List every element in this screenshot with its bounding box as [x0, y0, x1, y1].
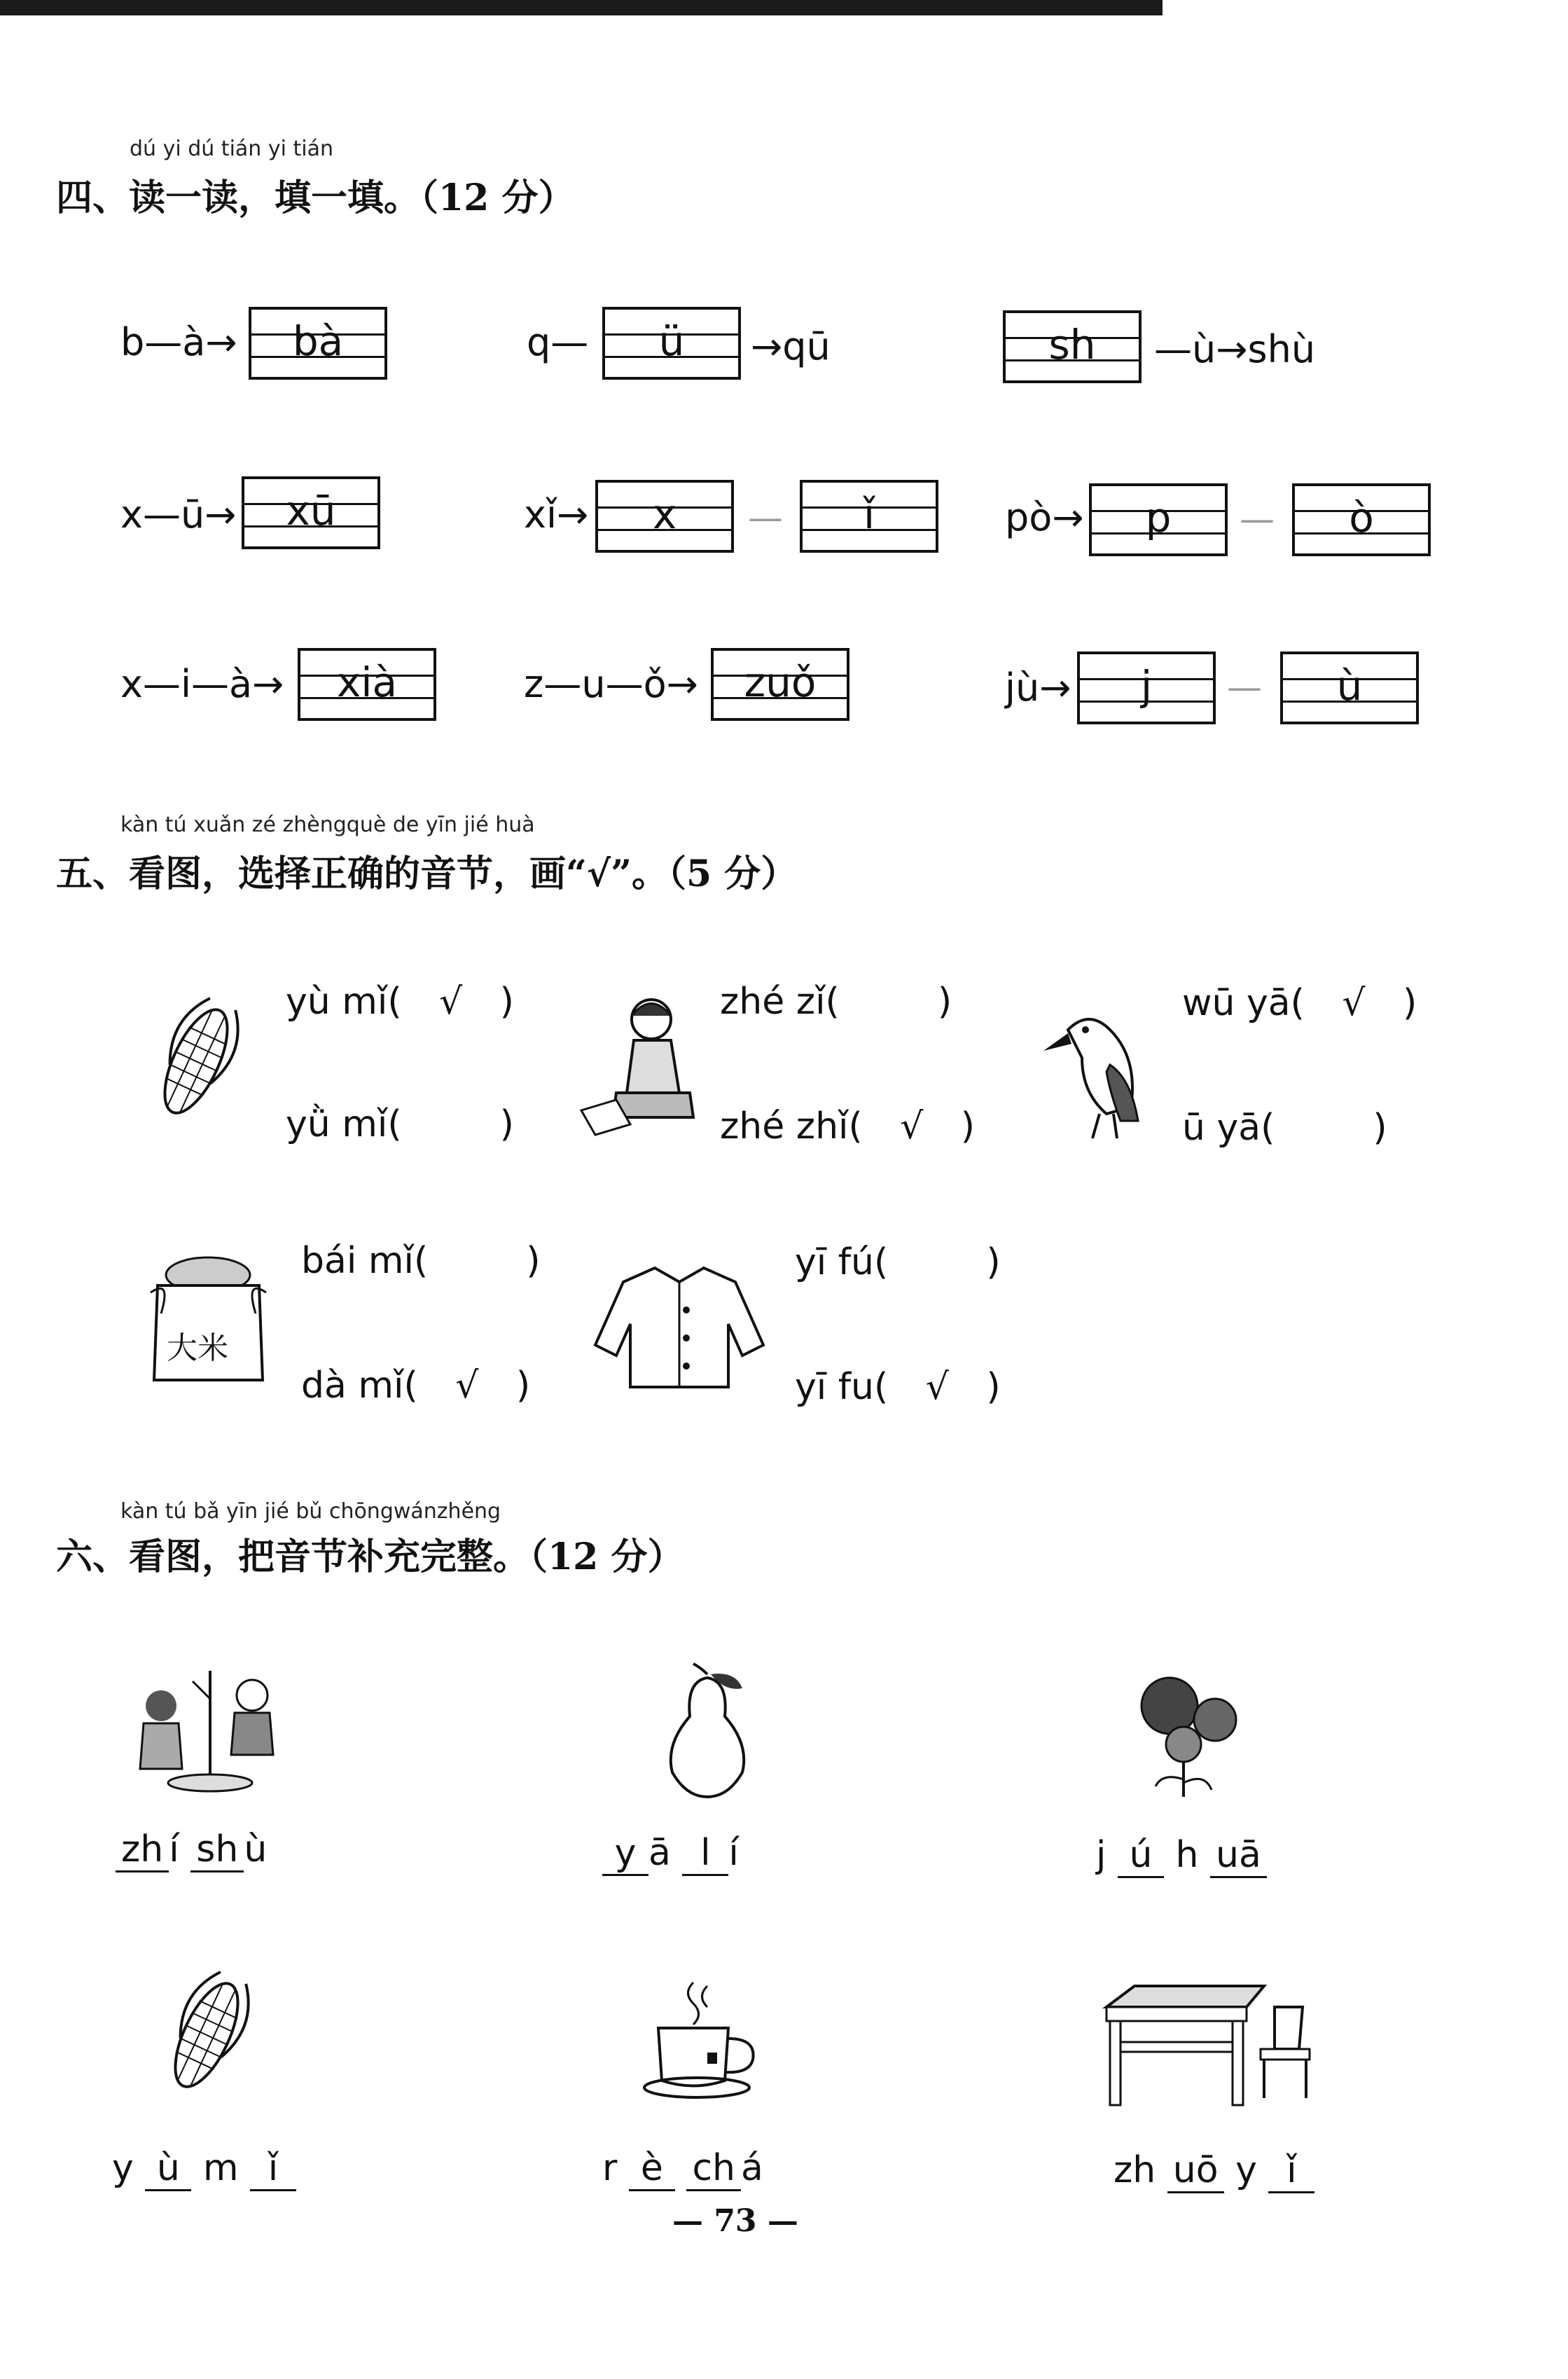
option-text: bái mǐ	[301, 1240, 414, 1282]
sec4-r2-c3-answer-box-2[interactable]: ò	[1292, 483, 1431, 556]
sec6-item1-syllables	[116, 1828, 267, 1873]
sec4-r1-c2-post: →qū	[751, 324, 831, 368]
sec6-item2-syllables	[602, 1832, 739, 1876]
option-text: ū yā	[1182, 1107, 1261, 1149]
sec4-r2-c3-pre: pò→	[1005, 495, 1084, 539]
planting-tree-icon	[123, 1664, 291, 1797]
sec5-item5-option-a[interactable]: yī fú( )	[795, 1241, 1001, 1283]
syllable-text	[675, 2147, 687, 2189]
sec5-item1-option-a[interactable]: yù mǐ( √ )	[286, 981, 514, 1023]
check-mark: √	[925, 1366, 949, 1408]
sec5-title: 五、看图，选择正确的音节，画“√”。（5 分）	[56, 853, 798, 895]
answer-blank[interactable]: sh	[190, 1828, 244, 1873]
sec4-r2-c3-answer-box-1[interactable]: p	[1089, 483, 1228, 556]
sec4-r1-c2-answer-box[interactable]: ü	[602, 307, 741, 380]
check-mark: √	[455, 1365, 479, 1407]
sec4-r3-c3-answer-box-2[interactable]: ù	[1280, 651, 1419, 724]
dash: —	[1227, 667, 1262, 708]
answer-blank[interactable]: ú	[1118, 1834, 1164, 1878]
corn-icon	[151, 1965, 263, 2105]
sec6-title: 六、看图，把音节补充完整。（12 分）	[56, 1536, 684, 1578]
check-mark: √	[1342, 982, 1366, 1024]
answer-blank[interactable]: ch	[686, 2147, 741, 2191]
pear-icon	[658, 1660, 756, 1800]
sec4-title: 四、读一读，填一填。（12 分）	[56, 177, 575, 219]
sec6-item3-syllables	[1096, 1834, 1267, 1878]
rice-bag-label: 大米	[167, 1330, 228, 1366]
rice-bag-icon	[144, 1250, 273, 1391]
answer-blank[interactable]: è	[629, 2147, 675, 2191]
option-text: wū yā	[1182, 982, 1291, 1024]
sec4-r2-c1-answer-box[interactable]: xū	[242, 476, 380, 549]
syllable-text: r	[602, 2147, 629, 2189]
sec6-item5-syllables	[602, 2147, 763, 2191]
answer-blank[interactable]: uō	[1167, 2149, 1224, 2193]
sec4-r2-c2-answer-box-1[interactable]: x	[595, 480, 734, 553]
sec4-r1-c3-answer-box[interactable]: sh	[1003, 310, 1142, 383]
syllable-text: y	[112, 2147, 146, 2189]
syllable-text: í	[169, 1828, 191, 1870]
sec5-item5-option-b[interactable]: yī fu( √ )	[795, 1366, 1001, 1408]
syllable-text: y	[1223, 2149, 1269, 2191]
syllable-text: j	[1096, 1834, 1118, 1876]
answer-blank[interactable]: ǐ	[250, 2147, 296, 2191]
sec5-item4-option-b[interactable]: dà mǐ( √ )	[301, 1365, 531, 1407]
sec4-r1-c3-post: —ù→shù	[1154, 327, 1316, 371]
syllable-text: á	[741, 2147, 763, 2189]
sec4-r3-c2-pre: z—u—ǒ→	[524, 662, 698, 706]
answer-blank[interactable]: uā	[1210, 1834, 1267, 1878]
check-mark: √	[439, 981, 463, 1023]
sec4-r3-c1-answer-box[interactable]: xià	[298, 648, 436, 721]
corn-icon	[140, 991, 252, 1131]
option-text: zhé zǐ	[720, 981, 826, 1023]
syllable-text: m	[191, 2147, 251, 2189]
option-text: zhé zhǐ	[720, 1105, 849, 1147]
crow-icon	[1040, 1002, 1159, 1142]
top-border	[0, 0, 1163, 15]
dash: —	[748, 497, 783, 538]
sec5-item3-option-a[interactable]: wū yā( √ )	[1182, 982, 1417, 1024]
sec4-r2-c1-pre: x—ū→	[120, 492, 237, 537]
option-text: dà mǐ	[301, 1365, 404, 1407]
sec6-item4-syllables	[112, 2147, 296, 2191]
page-number: — 73 —	[672, 2203, 798, 2239]
sec4-r1-c1-pre: b—à→	[120, 320, 237, 364]
sec5-pinyin-ruby: kàn tú xuǎn zé zhèngquè de yīn jié huà	[120, 813, 535, 837]
option-text: yù mǐ	[286, 981, 388, 1023]
sec4-r3-c2-answer-box[interactable]: zuǒ	[711, 648, 849, 721]
sec5-item2-option-a[interactable]: zhé zǐ( )	[720, 981, 952, 1023]
answer-blank[interactable]: y	[602, 1832, 648, 1876]
answer-blank[interactable]: ù	[145, 2147, 191, 2191]
sec4-r3-c3-pre: jù→	[1005, 666, 1071, 710]
dash: —	[1240, 499, 1275, 539]
syllable-text: h	[1163, 1834, 1210, 1876]
sec4-r2-c2-answer-box-2[interactable]: ǐ	[800, 480, 938, 553]
syllable-text: ù	[244, 1828, 268, 1870]
sec5-item4-option-a[interactable]: bái mǐ( )	[301, 1240, 541, 1282]
table-and-chair-icon	[1099, 1979, 1331, 2112]
check-mark: √	[900, 1105, 924, 1147]
answer-blank[interactable]: ǐ	[1268, 2149, 1314, 2193]
option-text: yī fu	[795, 1366, 875, 1408]
option-text: yǜ mǐ	[286, 1103, 388, 1145]
sec4-r1-c1-answer-box[interactable]: bà	[249, 307, 387, 380]
sec6-item6-syllables	[1113, 2149, 1314, 2193]
hot-tea-icon	[641, 1975, 767, 2102]
sec4-r3-c3-answer-box-1[interactable]: j	[1077, 651, 1216, 724]
syllable-text: zh	[1113, 2149, 1167, 2191]
sec4-pinyin-ruby: dú yi dú tián yi tián	[130, 137, 333, 161]
option-text: yī fú	[795, 1241, 875, 1283]
sec4-r3-c1-pre: x—i—à→	[120, 662, 284, 706]
sec6-pinyin-ruby: kàn tú bǎ yīn jié bǔ chōngwánzhěng	[120, 1499, 501, 1524]
chrysanthemum-icon	[1128, 1667, 1247, 1800]
girl-folding-paper-icon	[574, 988, 707, 1142]
sec4-r2-c2-pre: xǐ→	[524, 492, 589, 537]
jacket-icon	[592, 1261, 767, 1391]
sec5-item2-option-b[interactable]: zhé zhǐ( √ )	[720, 1105, 976, 1147]
answer-blank[interactable]: zh	[116, 1828, 169, 1873]
sec4-r1-c2-pre: q—	[527, 320, 589, 364]
syllable-text: ā	[648, 1832, 683, 1874]
answer-blank[interactable]: l	[682, 1832, 728, 1876]
sec5-item1-option-b[interactable]: yǜ mǐ( )	[286, 1103, 514, 1145]
sec5-item3-option-b[interactable]: ū yā( )	[1182, 1107, 1387, 1149]
syllable-text: í	[728, 1832, 739, 1874]
